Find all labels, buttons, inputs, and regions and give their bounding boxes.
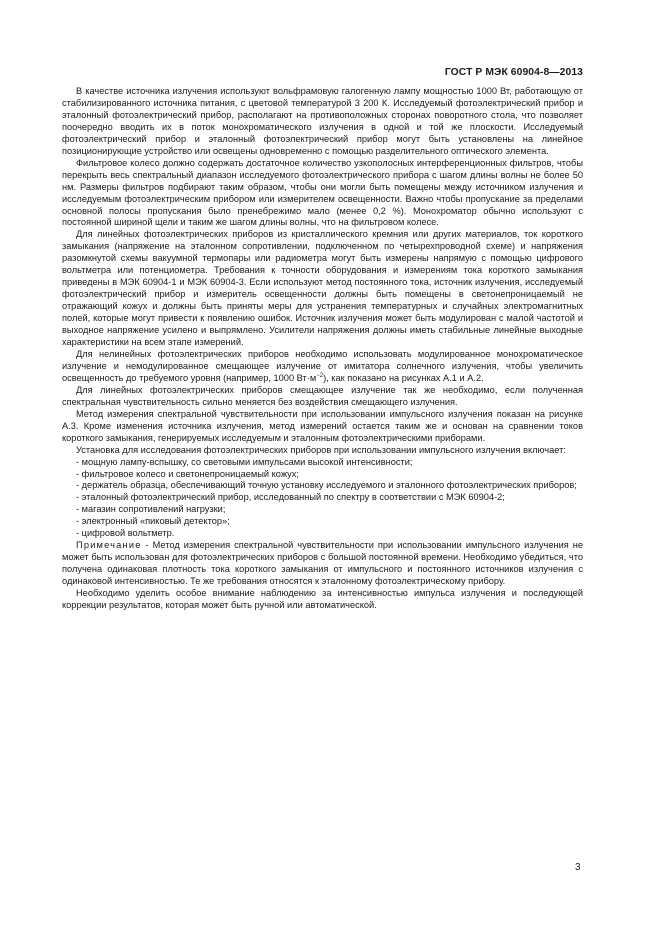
list-item: - цифровой вольтметр. [76,528,175,539]
note-text: - Метод измерения спектральной чувствительности при использовании импульсного излучения не может быть использован для фотоэлектрических приборов с большой постоянной времени. Необходимо убедиться, что получена одинаковая плотность тока короткого замыкания от импульсного и постоянного источников излучения с одинаковой интенсивностью. Те же требования относятся к эталонному фотоэлектрическому прибору. [62,540,583,587]
list-item: - электронный «пиковый детектор»; [76,516,230,527]
list-item: - фильтровое колесо и светонепроницаемый кожух; [76,468,299,479]
document-header: ГОСТ Р МЭК 60904-8—2013 [444,67,583,78]
paragraph-nonlinear-text: Для нелинейных фотоэлектрических приборов необходимо использовать модулированное монохроматическое излучение и немодулированное смещающее излучение от имитатора солнечного излучения, чтобы увеличить освещенность до требуемого уровня (например, 1000 Вт·м [62,348,583,383]
list-item: - мощную лампу-вспышку, со световыми импульсами высокой интенсивности; [76,456,413,467]
paragraph-nonlinear-devices [62,349,583,385]
list-item: - магазин сопротивлений нагрузки; [76,504,226,515]
paragraph-light-source: В качестве источника излучения используют вольфрамовую галогенную лампу мощностью 1000 Вт, работающую от стабилизированного источника питания, с цветовой температурой 3 200 К. Исследуемый фотоэлектрический прибор и эталонный фотоэлектрический прибор, располагают на противоположных сторонах поворотного стола, что позволяет поочередно вводить их в поток монохроматического излучения в одной и той же плоскости. Исследуемый фотоэлектрический прибор и эталонный фотоэлектрический прибор могут быть установлены на линейное позиционирующие устройство или освещены одновременно с помощью разделительного оптического элемента. [62,86,583,156]
note-label: Примечание [76,540,142,551]
page-number: 3 [575,862,581,873]
list-item: - держатель образца, обеспечивающий точную установку исследуемого и эталонного фотоэлектрических приборов; [76,480,577,491]
paragraph-linear-devices: Для линейных фотоэлектрических приборов из кристаллического кремния или других материалов, ток короткого замыкания (напряжение на эталонном сопротивлении, подключенном по четырехпроводной схеме) и напряжения разомкнутой схемы вакуумной термопары или радиометра могут быть измерены напрямую с помощью цифрового вольтметра или потенциометра. Требования к точности оборудования и измерениям тока короткого замыкания приведены в МЭК 60904-1 и МЭК 60904-3. Если используют метод постоянного тока, источник излучения, исследуемый фотоэлектрический прибор и измеритель освещенности должны быть помещены в светонепроницаемый не отражающий кожух и должны быть приняты меры для устранения температурных и случайных электромагнитных полей, которые могут привести к появлению ошибок. Источник излучения может быть модулирован с малой частотой и выходное напряжение усилено и выпрямлено. Усилители напряжения должны иметь стабильные линейные выходные характеристики на всем этапе измерений. [62,229,583,348]
paragraph-nonlinear-tail: ), как показано на рисунках А.1 и А.2. [323,372,484,383]
paragraph-pulsed-method: Метод измерения спектральной чувствительности при использовании импульсного излучения показан на рисунке А.3. Кроме изменения источника излучения, метод измерений остается таким же и основан на сравнении токов короткого замыкания, генерируемых исследуемым и эталонным фотоэлектрическими приборами. [62,408,583,443]
unit-exponent: −2 [316,372,324,379]
paragraph-setup-intro: Установка для исследования фотоэлектрических приборов при использовании импульсного излучения включает: [76,444,566,455]
document-body [62,86,583,612]
paragraph-filter-wheel: Фильтровое колесо должно содержать достаточное количество узкополосных интерференционных фильтров, чтобы перекрыть весь спектральный диапазон исследуемого фотоэлектрического прибора с шагом длины волны не более 50 нм. Размеры фильтров подбирают таким образом, чтобы они могли быть помещены между источником излучения и исследуемым фотоэлектрическим прибором или измерителем освещенности. Важно чтобы пропускание за пределами основной полосы пропускания было пренебрежимо мало (менее 0,2 %). Монохроматор обычно используют с постоянной шириной щели и таким же шагом длины волны, что на фильтровом колесе. [62,157,583,228]
note [62,540,583,588]
paragraph-pulse-monitoring: Необходимо уделить особое внимание наблюдению за интенсивностью импульса излучения и последующей коррекции результатов, которая может быть ручной или автоматической. [62,588,583,610]
list-item: - эталонный фотоэлектрический прибор, исследованный по спектру в соответствии с МЭК 60904-2; [76,492,505,503]
paragraph-bias-light: Для линейных фотоэлектрических приборов смещающее излучение так же необходимо, если полученная спектральная чувствительность сильно меняется без воздействия смещающего излучения. [62,384,583,407]
